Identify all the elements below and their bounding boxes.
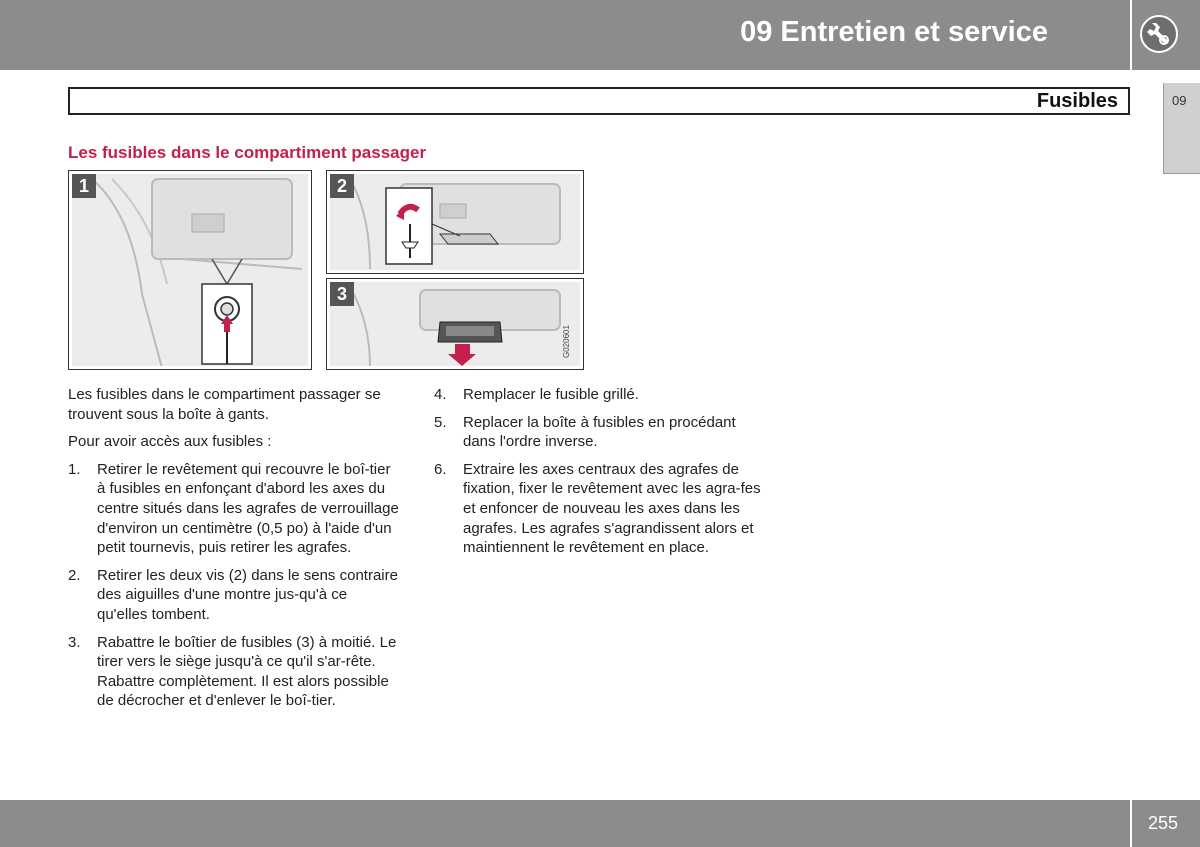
list-item — [434, 385, 769, 405]
chapter-title: 09 Entretien et service — [740, 16, 1048, 48]
chapter-tab[interactable] — [1163, 83, 1200, 174]
figure-panel-3 — [326, 278, 584, 370]
subheading: Les fusibles dans le compartiment passager — [68, 143, 427, 162]
figure-panel-3-image — [330, 282, 580, 366]
chapter-tab-label: 09 — [1172, 93, 1187, 108]
list-item — [68, 633, 400, 711]
figure-number-3: 3 — [330, 282, 354, 306]
figure-panel-2 — [326, 170, 584, 274]
figure-number-1: 1 — [72, 174, 96, 198]
list-number: 5. — [434, 413, 447, 431]
list-number: 2. — [68, 566, 81, 584]
intro-paragraph: Les fusibles dans le compartiment passager se trouvent sous la boîte à gants. — [68, 386, 381, 423]
list-item — [434, 413, 769, 452]
figure-panel-1-image — [72, 174, 308, 366]
list-number: 3. — [68, 633, 81, 651]
list-item — [68, 566, 400, 625]
header-bar — [0, 0, 1130, 70]
list-number: 4. — [434, 386, 447, 403]
footer-bar — [0, 800, 1130, 847]
figure-panel-1 — [68, 170, 312, 370]
page-number: 255 — [1148, 813, 1179, 833]
list-text: Remplacer le fusible grillé. — [463, 386, 639, 403]
section-header — [68, 87, 1130, 115]
intro-access: Pour avoir accès aux fusibles : — [68, 433, 272, 451]
figure-panel-2-image — [330, 174, 580, 270]
list-item — [434, 460, 769, 558]
list-number: 6. — [434, 460, 447, 478]
list-text: Retirer le revêtement qui recouvre le boî-tier à fusibles en enfonçant d'abord les axes du centre situés dans les agrafes de verrouillage d'environ un centimètre (0,5 po) à l'aide d'un petit tournevis, puis retirer les agrafes. — [97, 460, 399, 557]
right-column — [434, 385, 769, 566]
list-text: Retirer les deux vis (2) dans le sens contraire des aiguilles d'une montre jus-qu'à ce qu'elles tombent. — [97, 566, 398, 623]
figure-number-2: 2 — [330, 174, 354, 198]
section-title: Fusibles — [1036, 90, 1118, 112]
list-text: Extraire les axes centraux des agrafes de fixation, fixer le revêtement avec les agra-fes et enfoncer de nouveau les axes dans les agrafes. Les agrafes s'agrandissent alors et maintiennent le revêtement en place. — [463, 460, 761, 557]
figure-code: G020601 — [562, 325, 571, 358]
left-column — [68, 385, 400, 719]
list-number: 1. — [68, 460, 81, 478]
list-text: Rabattre le boîtier de fusibles (3) à moitié. Le tirer vers le siège jusqu'à ce qu'il s'ar-rête. Rabattre complètement. Il est alors possible de décrocher et d'enlever le boî-tier. — [97, 633, 397, 710]
list-text: Replacer la boîte à fusibles en procédant dans l'ordre inverse. — [463, 413, 736, 451]
wrench-gear-icon — [1140, 15, 1178, 53]
list-item — [68, 460, 400, 558]
